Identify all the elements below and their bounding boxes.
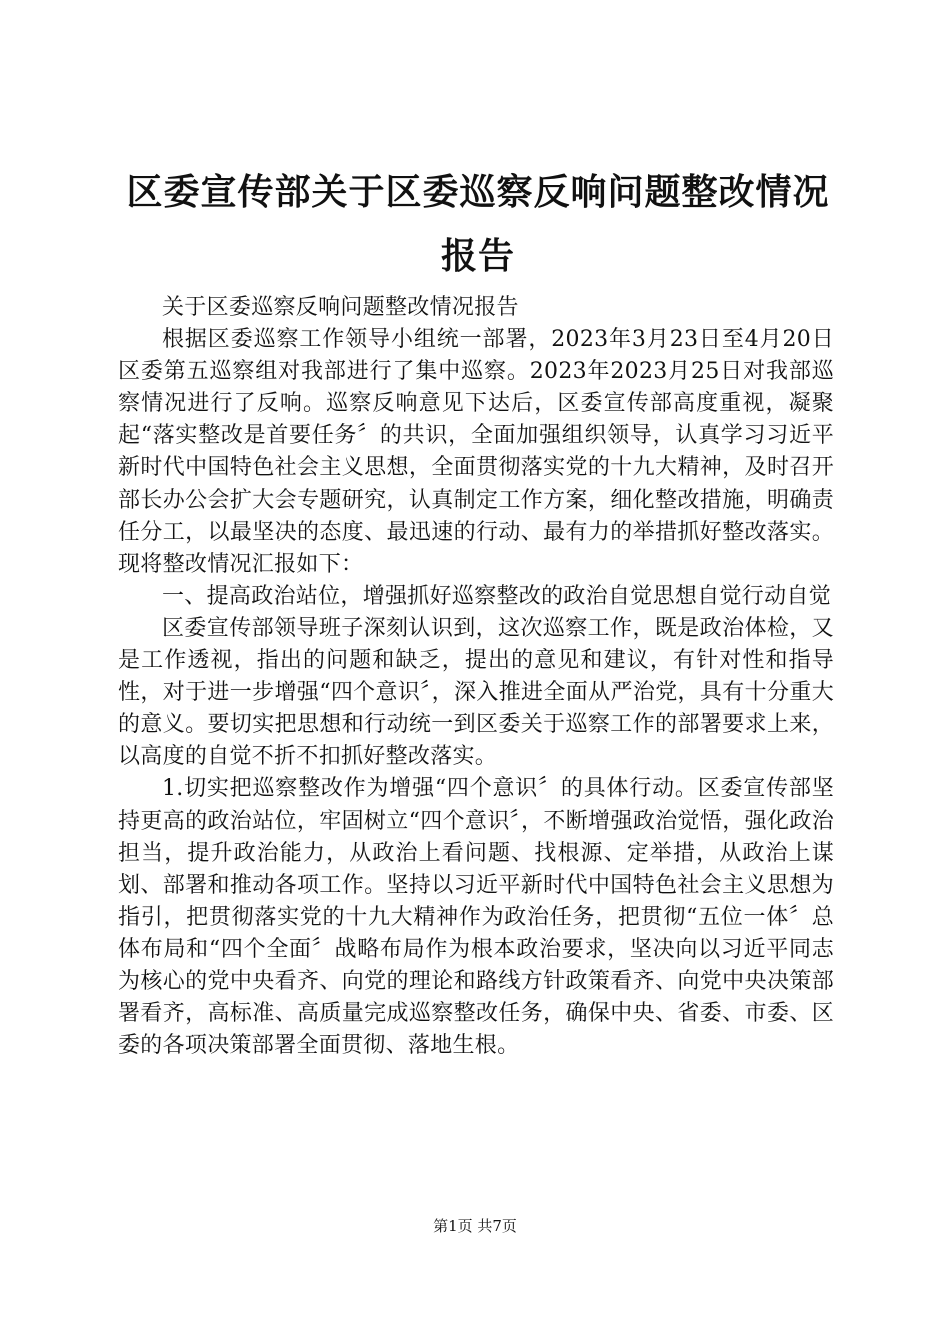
page-footer: 第1页 共7页: [433, 1217, 517, 1235]
subtitle-paragraph: 关于区委巡察反响问题整改情况报告: [162, 295, 519, 320]
document-title: 区委宣传部关于区委巡察反响问题整改情况报告: [126, 171, 830, 277]
intro-paragraph: 根据区委巡察工作领导小组统一部署，2023年3月23日至4月20日区委第五巡察组对我部进行了集中巡察。2023年2023月25日对我部巡察情况进行了反响。巡察反响意见下达后，区委宣传部高度重视，凝聚起“落实整改是首要任务〞的共识，全面加强组织领导，认真学习习近平新时代中国特色社会主义思想，全面贯彻落实党的十九大精神，及时召开部长办公会扩大会专题研究，认真制定工作方案，细化整改措施，明确责任分工，以最坚决的态度、最迅速的行动、最有力的举措抓好整改落实。现将整改情况汇报如下：: [118, 327, 834, 577]
section-heading-1: 一、提高政治站位，增强抓好巡察整改的政治自觉思想自觉行动自觉: [162, 583, 832, 609]
document-body: [118, 292, 834, 1062]
item-1-paragraph: 1.切实把巡察整改作为增强“四个意识〞的具体行动。区委宣传部坚持更高的政治站位，牢固树立“四个意识〞，不断增强政治觉悟，强化政治担当，提升政治能力，从政治上看问题、找根源、定举措，从政治上谋划、部署和推动各项工作。坚持以习近平新时代中国特色社会主义思想为指引，把贯彻落实党的十九大精神作为政治任务，把贯彻“五位一体〞总体布局和“四个全面〞战略布局作为根本政治要求，坚决向以习近平同志为核心的党中央看齐、向党的理论和路线方针政策看齐、向党中央决策部署看齐，高标准、高质量完成巡察整改任务，确保中央、省委、市委、区委的各项决策部署全面贯彻、落地生根。: [118, 776, 834, 1059]
section-1-paragraph: 区委宣传部领导班子深刻认识到，这次巡察工作，既是政治体检，又是工作透视，指出的问题和缺乏，提出的意见和建议，有针对性和指导性，对于进一步增强“四个意识〞，深入推进全面从严治党，具有十分重大的意义。要切实把思想和行动统一到区委关于巡察工作的部署要求上来，以高度的自觉不折不扣抓好整改落实。: [118, 615, 834, 770]
